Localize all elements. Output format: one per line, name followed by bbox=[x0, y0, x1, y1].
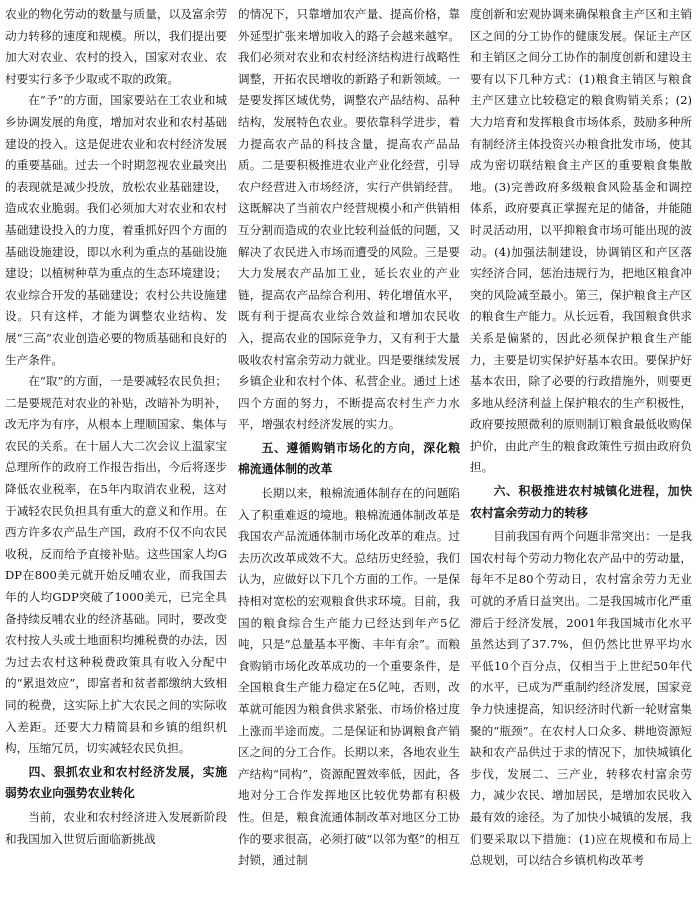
paragraph: 长期以来，粮棉流通体制存在的问题陷入了积重难返的境地。粮棉流通体制改革是我国农产品流通体制市场化改革的难点。过去历次改革成效不大。总结历史经验，我们认为，应做好以下几个方面的工作。一是保持相对宽松的宏观粮食供求环境。目前，我国的粮食综合生产能力已经达到年产5亿吨，只是“总量基本平衡、丰年有余”。而粮食购销市场化改革成功的一个重要条件，是全国粮食生产能力稳定在5亿吨，否则，改革就可能因为粮食供求紧张、市场价格过度上涨而半途而废。二是保证和协调粮食产销区之间的分工合作。长期以来，各地农业生产结构“同构”，资源配置效率低，因此，各地对分工合作发挥地区比较优势都有积极性。但是，粮食流通体制改革对地区分工协作的要求很高，必须打破“以邻为壑”的相互封锁，通过制 bbox=[238, 486, 460, 868]
text-column-middle bbox=[238, 4, 460, 894]
paragraph: 在“取”的方面，一是要减轻农民负担；二是要规范对农业的补贴，改暗补为明补，改无序为有序，从根本上理顺国家、集体与农民的关系。在十届人大二次会议上温家宝总理所作的政府工作报告指出，今后将逐步降低农业税率，在5年内取消农业税，这对于减轻农民负担具有重大的意义和作用。在西方许多农产品生产国，政府不仅不向农民收税，反而给予直接补贴。这些国家人均GDP在800美元就开始反哺农业，而我国去年的人均GDP突破了1000美元，已完全具备持续反哺农业的经济基础。同时，要改变农村按人头或土地面积均摊税费的办法，因为过去农村这种税费政策具有收入分配中的“累退效应”，即富者和贫者都缴纳大致相同的税费，这实际上扩大农民之间的实际收入差距。还要大力精简县和乡镇的组织机构，压缩冗员，切实减轻农民负担。 bbox=[5, 374, 227, 756]
paragraph: 在“予”的方面，国家要站在工农业和城乡协调发展的角度，增加对农业和农村基础建设的投入。这是促进农业和农村经济发展的重要基础。过去一个时期忽视农业最突出的表现就是减少投放，放松农业基础建设，造成农业脆弱。我们必须加大对农业和农村基础建设投入的力度，着重抓好四个方面的基础设施建设，即以水利为重点的基础设施建设；以植树种草为重点的生态环境建设；农业综合开发的基础建设；农村公共设施建设。只有这样，才能为调整农业结构、发展“三高”农业创造必要的物质基础和良好的生产条件。 bbox=[5, 93, 227, 367]
section-heading: 四、狠抓农业和农村经济发展，实施弱势农业向强势农业转化 bbox=[5, 764, 227, 801]
paragraph: 当前，农业和农村经济进入发展新阶段和我国加入世贸后面临新挑战 bbox=[5, 809, 227, 846]
text-column-right bbox=[470, 4, 692, 894]
paragraph: 农业的物化劳动的数量与质量，以及富余劳动力转移的速度和规模。所以，我们提出要加大对农业、农村的投入，国家对农业、农村要实行多予少取或不取的政策。 bbox=[5, 7, 227, 86]
section-heading: 六、积极推进农村城镇化进程，加快农村富余劳动力的转移 bbox=[470, 484, 692, 520]
paragraph: 度创新和宏观协调来确保粮食主产区和主销区之间的分工协作的健康发展。保证主产区和主销区之间分工协作的制度创新和建设主要有以下几种方式：(1)粮食主销区与粮食主产区建立比较稳定的粮食购销关系；(2)大力培育和发挥粮食市场体系，鼓励多种所有制经济主体投资兴办粮食批发市场，使其成为密切联结粮食主产区的重要粮食集散地。(3)完善政府多级粮食风险基金和调控体系，政府要真正掌握充足的储备，并能随时灵活动用，以平抑粮食市场可能出现的波动。(4)加强法制建设，协调销区和产区落实经济合同，惩治违规行为，把地区粮食冲突的风险减至最小。第三，保护粮食主产区的粮食生产能力。从长远看，我国粮食供求关系是偏紧的，因此必须保护粮食生产能力，主要是切实保护好基本农田。要保护好基本农田，除了必要的行政措施外，则要更多地从经济利益上保护粮农的生产积极性，政府要按照微利的原则制订粮食最低收购保护价，由此产生的粮食政策性亏损由政府负担。 bbox=[470, 7, 692, 475]
section-heading: 五、遵循购销市场化的方向，深化粮棉流通体制的改革 bbox=[238, 440, 460, 477]
paragraph: 的情况下，只靠增加农产量、提高价格，靠外延型扩张来增加收入的路子会越来越窄。我们必须对农业和农村经济结构进行战略性调整，开拓农民增收的新路子和新领域。一是要发挥区域优势，调整农产品结构、品种结构，发展特色农业。要依靠科学进步，着力提高农产品的科技含量，提高农产品品质。二是要积极推进农业产业化经营，引导农户经营进入市场经济，实行产供销经营。这既解决了当前农户经营规模小和产供销相互分割而造成的农业比较利益低的问题，又解决了农民进入市场而遭受的风险。三是要大力发展农产品加工业，延长农业的产业链，提高农产品综合利用、转化增值水平，既有利于提高农业综合效益和增加农民收入，提高农业的国际竞争力，又有利于大量吸收农村富余劳动力就业。四是要继续发展乡镇企业和农村个体、私营企业。通过上述四个方面的努力，不断提高农村生产力水平，增强农村经济发展的实力。 bbox=[238, 7, 460, 432]
paragraph: 目前我国有两个问题非常突出：一是我国农村每个劳动力物化农产品中的劳动量，每年不足80个劳动日，农村富余劳力无业可就的矛盾日益突出。二是我国城市化严重滞后于经济发展，2001年我国城市化水平虽然达到了37.7%，但仍然比世界平均水平低10个百分点，仅相当于上世纪50年代的水平，已成为严重制约经济发展，国家竞争力快速提高，知识经济时代新一轮财富集聚的“瓶颈”。在农村人口众多、耕地资源短缺和农产品供过于求的情况下，加快城镇化步伐，发展二、三产业，转移农村富余劳力，减少农民、增加居民，是增加农民收入最有效的途径。为了加快小城镇的发展，我们要采取以下措施：(1)应在规模和布局上总规划，可以结合乡镇机构改革考 bbox=[470, 529, 692, 868]
text-column-left bbox=[5, 4, 227, 894]
